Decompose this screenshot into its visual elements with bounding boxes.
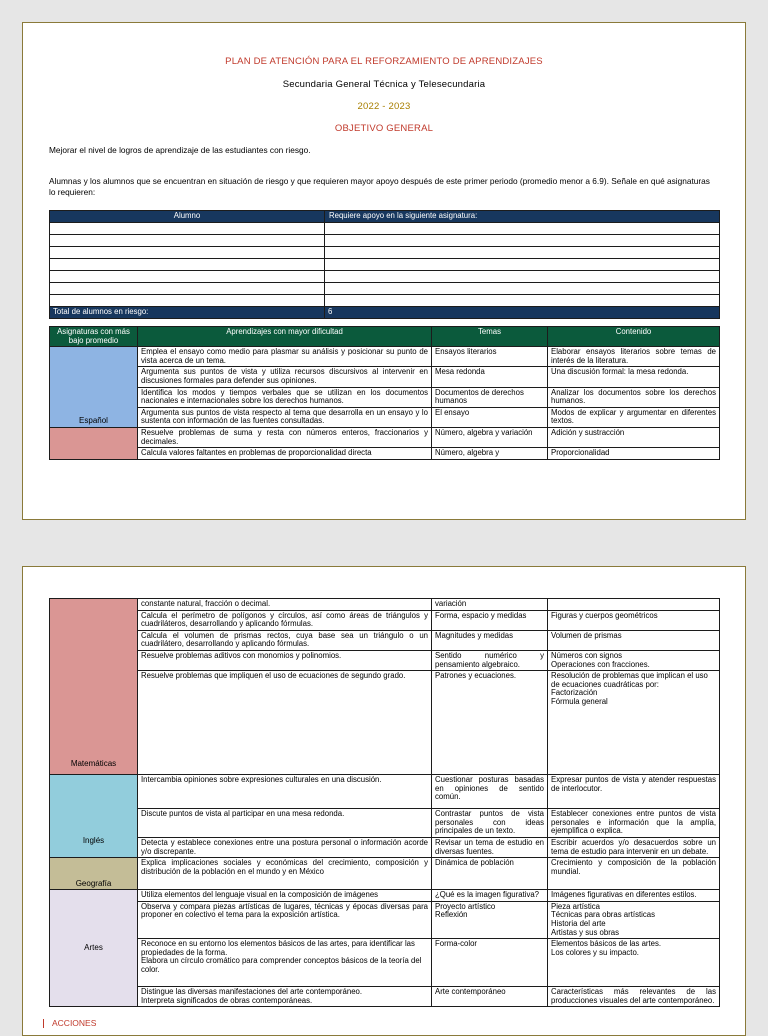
students-table — [49, 210, 720, 319]
topic-cell: Magnitudes y medidas — [432, 630, 548, 650]
document-subtitle: Secundaria General Técnica y Telesecundaria — [282, 79, 486, 90]
content-cell: Números con signos Operaciones con fracciones. — [548, 650, 720, 670]
topic-cell: Forma-color — [432, 939, 548, 987]
learning-cell: Utiliza elementos del lenguaje visual en la composición de imágenes — [138, 890, 432, 902]
plan-table-header — [50, 327, 720, 347]
topic-cell: Revisar un tema de estudio en diversas fuentes. — [432, 837, 548, 857]
learning-cell: Discute puntos de vista al participar en una mesa redonda. — [138, 809, 432, 838]
learning-cell: Reconoce en su entorno los elementos básicos de las artes, para identificar las propiedades de la forma. Elabora un círculo cromático para comprender conceptos básicos de la teoría del color. — [138, 939, 432, 987]
topic-cell: Ensayos literarios — [432, 347, 548, 367]
topic-cell: El ensayo — [432, 407, 548, 427]
acciones-heading — [43, 1018, 96, 1028]
students-col-student: Alumno — [50, 211, 325, 223]
table-row — [50, 858, 720, 890]
topic-cell: Contrastar puntos de vista personales con ideas principales de un texto. — [432, 809, 548, 838]
topic-cell: Patrones y ecuaciones. — [432, 671, 548, 775]
learning-cell: Calcula valores faltantes en problemas de proporcionalidad directa — [138, 448, 432, 460]
learning-cell: Calcula el perímetro de polígonos y círculos, así como áreas de triángulos y cuadriláteros, desarrollando y aplicando fórmulas. — [138, 610, 432, 630]
table-row — [50, 599, 720, 611]
topic-cell: Número, algebra y — [432, 448, 548, 460]
objective-text: Mejorar el nivel de logros de aprendizaje de las estudiantes con riesgo. — [49, 145, 311, 155]
content-cell: Pieza artística Técnicas para obras artísticas Historia del arte Artistas y sus obras — [548, 901, 720, 938]
learning-cell: Resuelve problemas que impliquen el uso de ecuaciones de segundo grado. — [138, 671, 432, 775]
document-page-2 — [22, 566, 746, 1036]
learning-cell: Argumenta sus puntos de vista y utiliza recursos discursivos al intervenir en discusiones formales para defender sus opiniones. — [138, 367, 432, 387]
content-cell: Escribir acuerdos y/o desacuerdos sobre un tema de estudio para intervenir en un debate. — [548, 837, 720, 857]
learning-cell: Observa y compara piezas artísticas de lugares, técnicas y épocas diversas para proponer en colectivo el tema para la exposición artística. — [138, 901, 432, 938]
topic-cell: Forma, espacio y medidas — [432, 610, 548, 630]
subject-espanol: Español — [50, 347, 138, 428]
learning-cell: Resuelve problemas aditivos con monomios y polinomios. — [138, 650, 432, 670]
table-row — [50, 448, 720, 460]
table-row — [50, 901, 720, 938]
content-cell: Una discusión formal: la mesa redonda. — [548, 367, 720, 387]
topic-cell: Proyecto artístico Reflexión — [432, 901, 548, 938]
table-row — [50, 650, 720, 670]
acciones-label: ACCIONES — [52, 1018, 97, 1028]
topic-cell: variación — [432, 599, 548, 611]
col-content-header: Contenido — [548, 327, 720, 347]
topic-cell: Cuestionar posturas basadas en opiniones de sentido común. — [432, 775, 548, 809]
col-topics-header: Temas — [432, 327, 548, 347]
content-cell: Analizar los documentos sobre los derechos humanos. — [548, 387, 720, 407]
learning-cell: Explica implicaciones sociales y económicas del crecimiento, composición y distribución de la población en el mundo y en México — [138, 858, 432, 890]
learning-cell: constante natural, fracción o decimal. — [138, 599, 432, 611]
content-cell: Características más relevantes de las producciones visuales del arte contemporáneo. — [548, 987, 720, 1007]
subject-ingles: Inglés — [50, 775, 138, 858]
learning-cell: Detecta y establece conexiones entre una postura personal o información acorde y/o discrepante. — [138, 837, 432, 857]
learning-cell: Resuelve problemas de suma y resta con números enteros, fraccionarios y decimales. — [138, 427, 432, 447]
content-cell: Crecimiento y composición de la población mundial. — [548, 858, 720, 890]
table-row — [50, 837, 720, 857]
student-row[interactable] — [50, 222, 720, 234]
total-label: Total de alumnos en riesgo: — [50, 306, 325, 318]
content-cell: Imágenes figurativas en diferentes estilos. — [548, 890, 720, 902]
topic-cell: Sentido numérico y pensamiento algebraico. — [432, 650, 548, 670]
school-year: 2022 - 2023 — [357, 101, 411, 112]
content-cell: Proporcionalidad — [548, 448, 720, 460]
learning-cell: Emplea el ensayo como medio para plasmar su análisis y posicionar su punto de vista acerca de un tema. — [138, 347, 432, 367]
content-cell: Volumen de prismas — [548, 630, 720, 650]
student-row[interactable] — [50, 234, 720, 246]
table-row — [50, 939, 720, 987]
subject-matematicas: Matemáticas — [50, 599, 138, 775]
table-row — [50, 809, 720, 838]
content-cell: Figuras y cuerpos geométricos — [548, 610, 720, 630]
topic-cell: ¿Qué es la imagen figurativa? — [432, 890, 548, 902]
content-cell: Resolución de problemas que implican el uso de ecuaciones cuadráticas por: Factorización Fórmula general — [548, 671, 720, 775]
topic-cell: Arte contemporáneo — [432, 987, 548, 1007]
table-row — [50, 407, 720, 427]
total-value: 6 — [325, 306, 720, 318]
plan-table-page-2 — [49, 598, 720, 1007]
student-row[interactable] — [50, 270, 720, 282]
table-row — [50, 427, 720, 447]
document-page-1 — [22, 22, 746, 520]
content-cell: Expresar puntos de vista y atender respuestas de interlocutor. — [548, 775, 720, 809]
student-row[interactable] — [50, 258, 720, 270]
students-col-subject: Requiere apoyo en la siguiente asignatura: — [325, 211, 720, 223]
table-row — [50, 630, 720, 650]
learning-cell: Intercambia opiniones sobre expresiones culturales en una discusión. — [138, 775, 432, 809]
col-subject-header: Asignaturas con más bajo promedio — [50, 327, 138, 347]
table-row — [50, 347, 720, 367]
student-row[interactable] — [50, 282, 720, 294]
instructions-text: Alumnas y los alumnos que se encuentran en situación de riesgo y que requieren mayor apoyo después de este primer periodo (promedio menor a 6.9). Señale en qué asignaturas lo requieren: — [49, 176, 710, 197]
col-learning-header: Aprendizajes con mayor dificultad — [138, 327, 432, 347]
student-row[interactable] — [50, 246, 720, 258]
topic-cell: Número, algebra y variación — [432, 427, 548, 447]
table-row — [50, 610, 720, 630]
content-cell: Modos de explicar y argumentar en diferentes textos. — [548, 407, 720, 427]
table-row — [50, 987, 720, 1007]
table-row — [50, 387, 720, 407]
subject-geografia: Geografía — [50, 858, 138, 890]
table-row — [50, 671, 720, 775]
table-row — [50, 367, 720, 387]
content-cell: Adición y sustracción — [548, 427, 720, 447]
learning-cell: Identifica los modos y tiempos verbales que se utilizan en los documentos nacionales e internacionales sobre los derechos humanos. — [138, 387, 432, 407]
table-row — [50, 890, 720, 902]
document-title: PLAN DE ATENCIÓN PARA EL REFORZAMIENTO DE APRENDIZAJES — [225, 56, 543, 67]
subject-artes: Artes — [50, 890, 138, 1007]
student-row[interactable] — [50, 294, 720, 306]
content-cell: Establecer conexiones entre puntos de vista personales e información que la amplía, ejemplifica o explica. — [548, 809, 720, 838]
table-row — [50, 775, 720, 809]
plan-table-page-1 — [49, 326, 720, 460]
content-cell — [548, 599, 720, 611]
learning-cell: Calcula el volumen de prismas rectos, cuya base sea un triángulo o un cuadrilátero, desarrollando y aplicando fórmulas. — [138, 630, 432, 650]
topic-cell: Mesa redonda — [432, 367, 548, 387]
topic-cell: Dinámica de población — [432, 858, 548, 890]
total-row — [50, 306, 720, 318]
content-cell: Elaborar ensayos literarios sobre temas de interés de la literatura. — [548, 347, 720, 367]
topic-cell: Documentos de derechos humanos — [432, 387, 548, 407]
learning-cell: Argumenta sus puntos de vista respecto al tema que desarrolla en un ensayo y lo sustenta con información de las fuentes consultadas. — [138, 407, 432, 427]
learning-cell: Distingue las diversas manifestaciones del arte contemporáneo. Interpreta significados de obras contemporáneas. — [138, 987, 432, 1007]
content-cell: Elementos básicos de las artes. Los colores y su impacto. — [548, 939, 720, 987]
subject-matematicas-continued — [50, 427, 138, 459]
objective-heading: OBJETIVO GENERAL — [334, 123, 434, 134]
